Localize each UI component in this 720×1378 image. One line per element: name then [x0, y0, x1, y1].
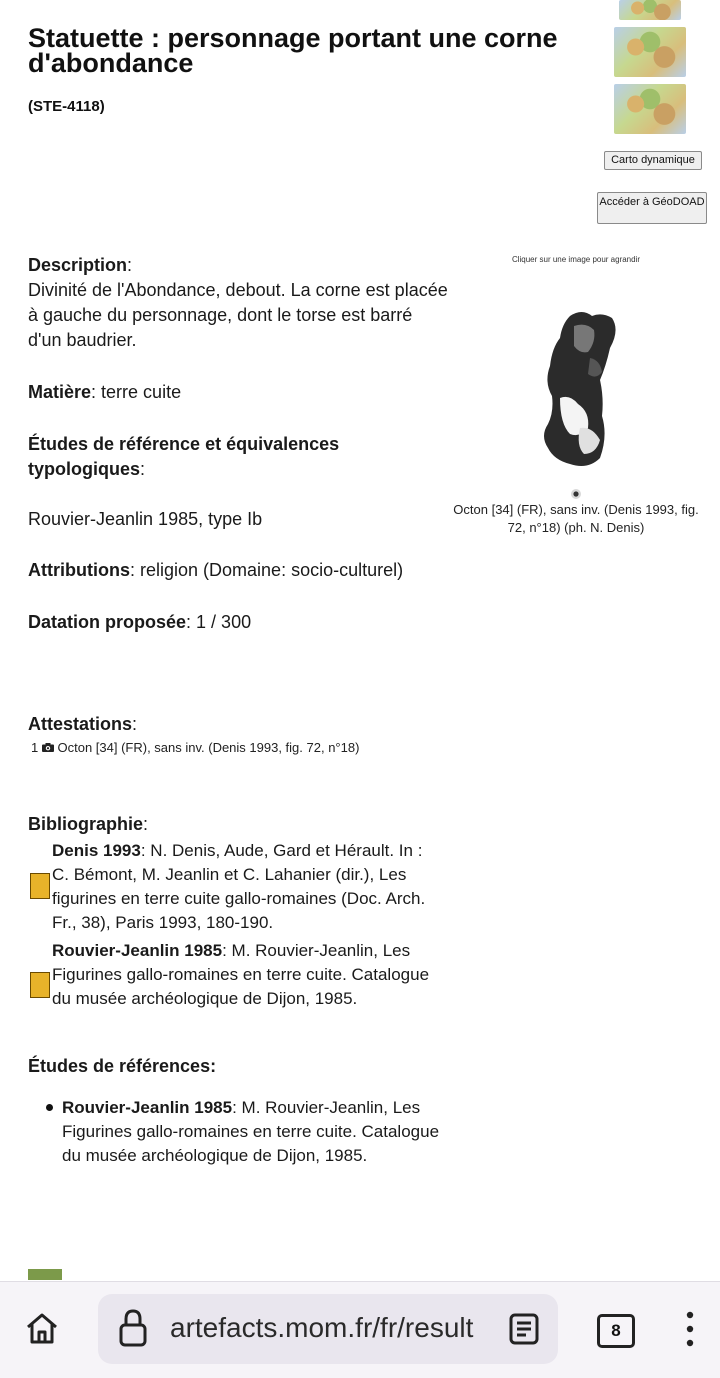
reference-text: M. Rouvier-Jeanlin, Les Figurines gallo-romaines en terre cuite. Catalogue du musée archéologique de Dijon, 1985. [62, 1098, 440, 1165]
description-label: Description [28, 255, 128, 275]
geodoad-button[interactable]: Accéder à GéoDOAD [597, 192, 707, 224]
attributions-value: religion (Domaine: socio-culturel) [140, 560, 404, 580]
tab-count-button[interactable]: 8 [597, 1314, 635, 1348]
datation-label: Datation proposée [28, 612, 187, 632]
map-thumbnail-1[interactable] [619, 0, 681, 20]
matiere-value: terre cuite [101, 382, 182, 402]
etudes-label-block: Études de référence et équivalences typologiques: [28, 434, 340, 479]
bib-entry: Denis 1993: N. Denis, Aude, Gard et Hérault. In : C. Bémont, M. Jeanlin et C. Lahanier (dir.), Les figurines en terre cuite gallo-romaines (Doc. Arch. Fr., 38), Paris 1993, 180-190. [52, 841, 426, 932]
footer-logo[interactable] [28, 1269, 62, 1280]
bib-text: M. Rouvier-Jeanlin, Les Figurines gallo-romaines en terre cuite. Catalogue du musée archéologique de Dijon, 1985. [52, 941, 430, 1008]
attributions-label: Attributions [28, 560, 130, 580]
description-text: Divinité de l'Abondance, debout. La corne est placée à gauche du personnage, dont le torse est barré d'un baudrier. [28, 280, 448, 350]
bib-entry: Rouvier-Jeanlin 1985: M. Rouvier-Jeanlin, Les Figurines gallo-romaines en terre cuite. Catalogue du musée archéologique de Dijon, 1985. [52, 941, 430, 1008]
attributions-section: Attributions: religion (Domaine: socio-culturel) [28, 560, 404, 580]
book-icon[interactable] [30, 873, 50, 899]
bib-author: Denis 1993 [52, 841, 141, 860]
image-caption: Octon [34] (FR), sans inv. (Denis 1993, fig. 72, n°18) (ph. N. Denis) [453, 502, 699, 535]
matiere-section: Matière: terre cuite [28, 382, 182, 402]
url-text[interactable]: artefacts.mom.fr/fr/result [170, 1312, 474, 1343]
reader-mode-icon[interactable] [508, 1312, 540, 1346]
map-thumbnail-2[interactable] [614, 27, 686, 77]
etudes-value: Rouvier-Jeanlin 1985, type Ib [28, 509, 263, 529]
bibliographie-section: Bibliographie: [28, 814, 149, 834]
description-section: Description: Divinité de l'Abondance, debout. La corne est placée à gauche du personnage, dont le torse est barré d'un baudrier. [28, 255, 448, 350]
attestations-section: Attestations: [28, 714, 138, 734]
carto-dynamique-button[interactable]: Carto dynamique [604, 151, 702, 170]
matiere-label: Matière [28, 382, 92, 402]
attestation-row[interactable] [31, 740, 359, 755]
bib-author: Rouvier-Jeanlin 1985 [52, 941, 223, 960]
eye-icon[interactable] [570, 488, 582, 500]
statuette-image[interactable] [530, 308, 630, 470]
book-icon[interactable] [30, 972, 50, 998]
home-icon[interactable] [24, 1310, 60, 1346]
datation-section: Datation proposée: 1 / 300 [28, 612, 252, 632]
camera-icon[interactable] [42, 743, 54, 752]
more-options-icon[interactable] [682, 1310, 698, 1348]
bib-text: N. Denis, Aude, Gard et Hérault. In : C. Bémont, M. Jeanlin et C. Lahanier (dir.), Les figurines en terre cuite gallo-romaines (Doc. Arch. Fr., 38), Paris 1993, 180-190. [52, 841, 426, 932]
lock-icon [118, 1308, 148, 1348]
references-heading: Études de références: [28, 1056, 217, 1076]
bibliographie-label: Bibliographie [28, 814, 144, 834]
datation-value: 1 / 300 [196, 612, 252, 632]
attestations-label: Attestations [28, 714, 133, 734]
map-thumbnail-3[interactable] [614, 84, 686, 134]
reference-item: Rouvier-Jeanlin 1985: M. Rouvier-Jeanlin, Les Figurines gallo-romaines en terre cuite. Catalogue du musée archéologique de Dijon, 1985. [62, 1098, 440, 1165]
page-title: Statuette : personnage portant une corne d'abondance [28, 23, 558, 78]
bullet [46, 1104, 53, 1111]
reference-author: Rouvier-Jeanlin 1985 [62, 1098, 233, 1117]
image-hint: Cliquer sur une image pour agrandir [511, 255, 641, 264]
attestation-count: 1 [31, 740, 39, 755]
etudes-label: Études de référence et équivalences typologiques [28, 434, 340, 479]
attestation-text[interactable]: Octon [34] (FR), sans inv. (Denis 1993, fig. 72, n°18) [57, 740, 360, 755]
artefact-code: (STE-4118) [28, 98, 105, 115]
